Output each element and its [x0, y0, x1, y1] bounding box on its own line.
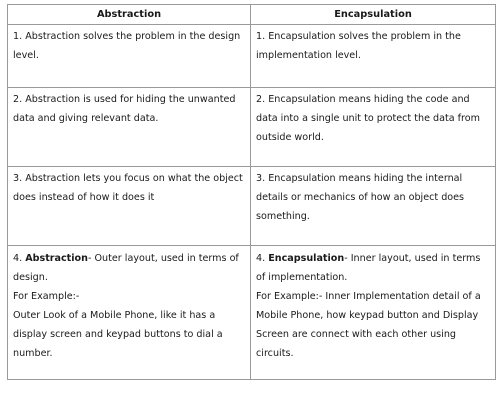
header-encapsulation: Encapsulation — [251, 5, 496, 25]
abstraction-point-4 — [8, 246, 251, 380]
comparison-table-container — [7, 4, 495, 380]
example-label: For Example:- — [13, 291, 80, 302]
term-abstraction: Abstraction — [25, 253, 88, 264]
encapsulation-example-text: Inner Implementation detail of a Mobile Phone, how keypad button and Display Screen are connect with each other using circuits. — [256, 291, 481, 359]
example-label: For Example:- — [256, 291, 323, 302]
abstraction-point-3: 3. Abstraction lets you focus on what the object does instead of how it does it — [8, 167, 251, 246]
abstraction-point-1: 1. Abstraction solves the problem in the design level. — [8, 25, 251, 88]
header-abstraction: Abstraction — [8, 5, 251, 25]
table-row — [8, 167, 496, 246]
abstraction-vs-encapsulation-table — [7, 4, 496, 380]
abstraction-example-text: Outer Look of a Mobile Phone, like it has a display screen and keypad buttons to dial a number. — [13, 310, 223, 359]
table-row — [8, 25, 496, 88]
encapsulation-point-3: 3. Encapsulation means hiding the internal details or mechanics of how an object does something. — [251, 167, 496, 246]
abstraction-point-2: 2. Abstraction is used for hiding the unwanted data and giving relevant data. — [8, 88, 251, 167]
point-number: 4. — [256, 253, 269, 264]
encapsulation-point-4 — [251, 246, 496, 380]
term-encapsulation: Encapsulation — [268, 253, 345, 264]
encapsulation-point-1: 1. Encapsulation solves the problem in the implementation level. — [251, 25, 496, 88]
encapsulation-description: - Inner layout, used in terms of implementation. — [256, 253, 481, 283]
abstraction-description: - Outer layout, used in terms of design. — [13, 253, 239, 283]
table-row — [8, 88, 496, 167]
point-number: 4. — [13, 253, 26, 264]
encapsulation-point-2: 2. Encapsulation means hiding the code and data into a single unit to protect the data from outside world. — [251, 88, 496, 167]
table-row — [8, 246, 496, 380]
table-header-row — [8, 5, 496, 25]
